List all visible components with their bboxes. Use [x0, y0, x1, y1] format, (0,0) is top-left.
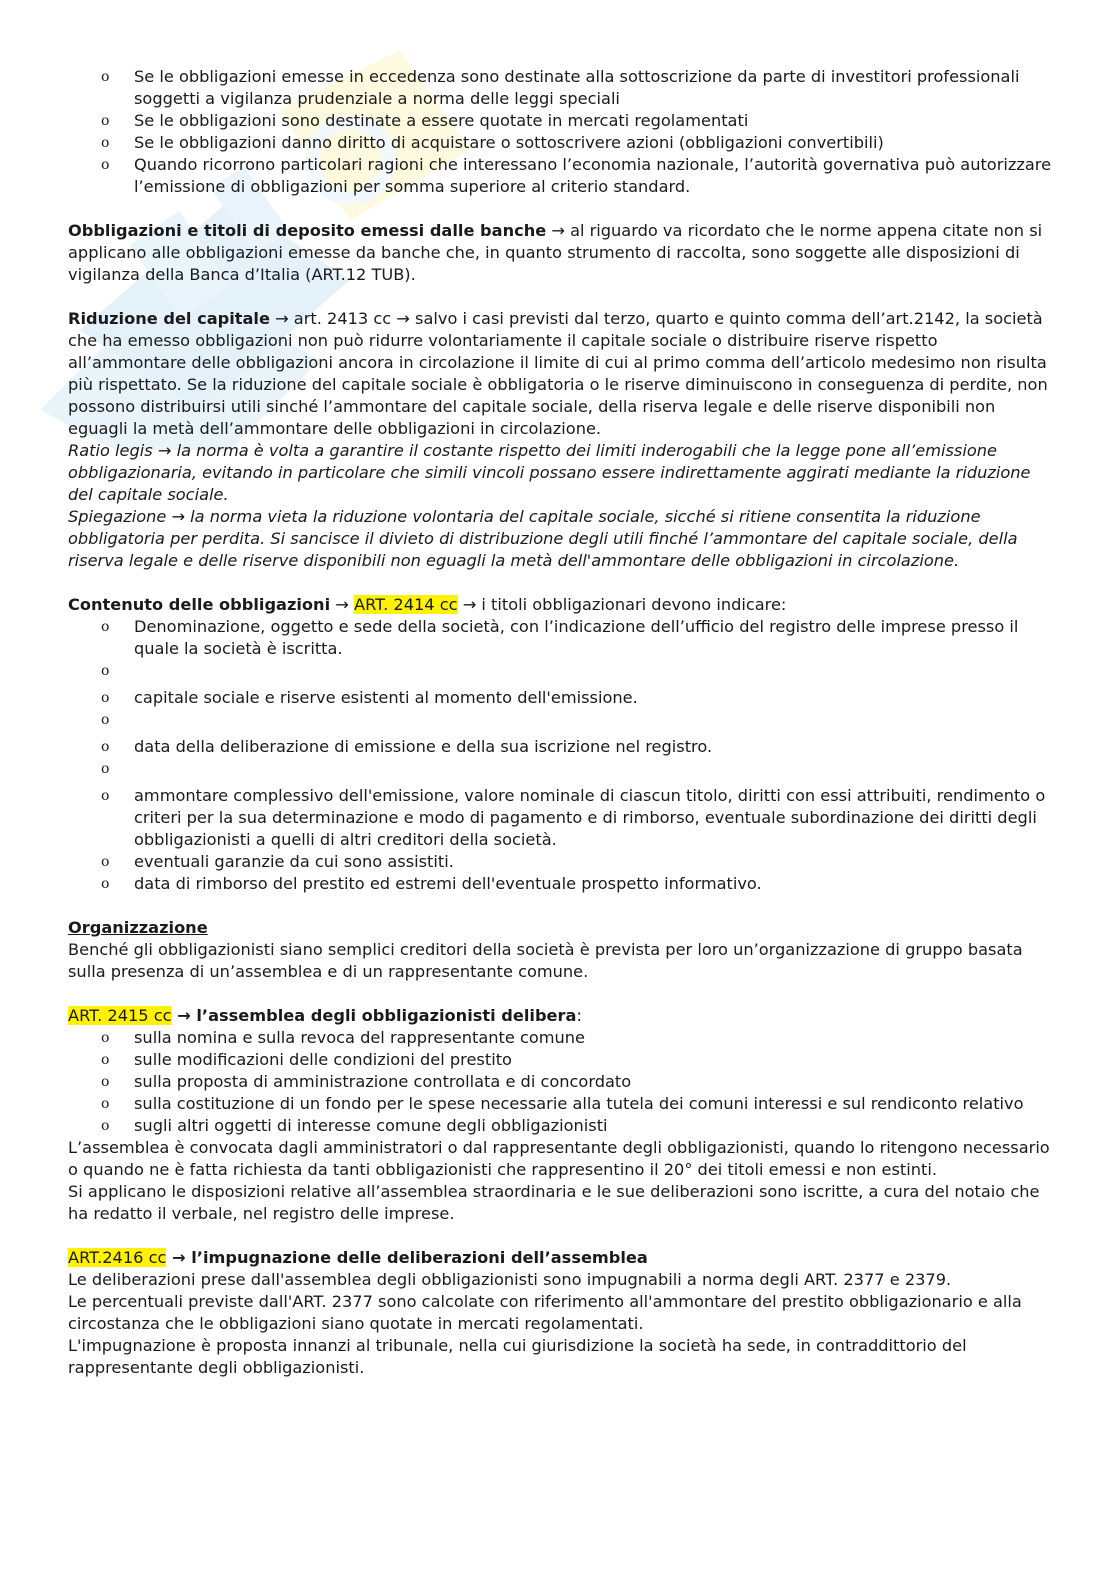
- list-item: o Quando ricorrono particolari ragioni che interessano l’economia nazionale, l’autorità governativa può autorizzare l’emissione di obbligazioni per somma superiore al criterio standard.: [68, 154, 1053, 198]
- list-item: o Se le obbligazioni sono destinate a essere quotate in mercati regolamentati: [68, 110, 1053, 132]
- list-item: o Se le obbligazioni emesse in eccedenza sono destinate alla sottoscrizione da parte di investitori professionali soggetti a vigilanza prudenziale a norma delle leggi speciali: [68, 66, 1053, 110]
- article-ref: ART. 2415 cc: [68, 1006, 172, 1025]
- list-item: o capitale sociale e riserve esistenti al momento dell'emissione.: [68, 687, 1053, 709]
- assemblea-list: [68, 1027, 1053, 1137]
- ratio-legis: Ratio legis → la norma è volta a garantire il costante rispetto dei limiti inderogabili che la legge pone all’emissione obbligazionaria, evitando in particolare che simili vincoli possano essere indirettamente aggirati mediante la riduzione del capitale sociale.: [68, 441, 1031, 504]
- list-item: o data di rimborso del prestito ed estremi dell'eventuale prospetto informativo.: [68, 873, 1053, 895]
- banche-paragraph: [68, 220, 1053, 286]
- impugnazione-text-2: Le percentuali previste dall'ART. 2377 sono calcolate con riferimento all'ammontare del prestito obbligazionario e alla circostanza che le obbligazioni siano quotate in mercati regolamentati.: [68, 1292, 1022, 1333]
- banche-title: Obbligazioni e titoli di deposito emessi dalle banche: [68, 221, 547, 240]
- art2415-title: → l’assemblea degli obbligazionisti delibera: [171, 1006, 577, 1025]
- disposizioni-text: Si applicano le disposizioni relative all’assemblea straordinaria e le sue deliberazioni sono iscritte, a cura del notaio che ha redatto il verbale, nel registro delle imprese.: [68, 1182, 1040, 1223]
- list-item: o ammontare complessivo dell'emissione, valore nominale di ciascun titolo, diritti con essi attribuiti, rendimento o criteri per la sua determinazione e modo di pagamento e di rimborso, eventuale subordinazione dei diritti degli obbligazionisti a quelli di altri creditori della società.: [68, 785, 1053, 851]
- article-ref: ART. 2414 cc: [354, 595, 458, 614]
- art2416-heading: [68, 1247, 1053, 1269]
- impugnazione-text-3: L'impugnazione è proposta innanzi al tribunale, nella cui giurisdizione la società ha sede, in contraddittorio del rappresentante degli obbligazionisti.: [68, 1336, 967, 1377]
- contenuto-heading: Contenuto delle obbligazioni → ART. 2414 cc → i titoli obbligazionari devono indicare:: [68, 595, 787, 614]
- contenuto-list: [68, 616, 1053, 895]
- list-item: o sulla nomina e sulla revoca del rappresentante comune: [68, 1027, 1053, 1049]
- art2415-heading: ART. 2415 cc → l’assemblea degli obbligazionisti delibera:: [68, 1006, 582, 1025]
- article-ref: ART.2416 cc: [68, 1248, 167, 1267]
- organizzazione-title: Organizzazione: [68, 918, 208, 937]
- contenuto-title: Contenuto delle obbligazioni: [68, 595, 331, 614]
- list-item: o data della deliberazione di emissione e della sua iscrizione nel registro.: [68, 736, 1053, 758]
- list-item: o sulla proposta di amministrazione controllata e di concordato: [68, 1071, 1053, 1093]
- list-item: o sulla costituzione di un fondo per le spese necessarie alla tutela dei comuni interessi e sul rendiconto relativo: [68, 1093, 1053, 1115]
- list-item: o sulle modificazioni delle condizioni del prestito: [68, 1049, 1053, 1071]
- banche-text: al riguardo va ricordato che le norme appena citate non si applicano alle obbligazioni emesse da banche che, in quanto strumento di raccolta, sono soggette alle disposizioni di vigilanza della Banca d’Italia (ART.12 TUB).: [68, 221, 1043, 284]
- impugnazione-text-1: Le deliberazioni prese dall'assemblea degli obbligazionisti sono impugnabili a norma degli ART. 2377 e 2379.: [68, 1270, 952, 1289]
- list-item: o eventuali garanzie da cui sono assistiti.: [68, 851, 1053, 873]
- art2416-title: → l’impugnazione delle deliberazioni dell’assemblea: [166, 1248, 648, 1267]
- list-item: o sugli altri oggetti di interesse comune degli obbligazionisti: [68, 1115, 1053, 1137]
- convocazione-text: L’assemblea è convocata dagli amministratori o dal rappresentante degli obbligazionisti, quando lo ritengono necessario o quando ne è fatta richiesta da tanti obbligazionisti che rappresentino il 20° dei titoli emessi e non estinti.: [68, 1138, 1050, 1179]
- spiegazione: Spiegazione → la norma vieta la riduzione volontaria del capitale sociale, sicché si ritiene consentita la riduzione obbligatoria per perdita. Si sancisce il divieto di distribuzione degli utili finché l’ammontare del capitale sociale, della riserva legale e delle riserve disponibili non eguagli la metà dell'ammontare delle obbligazioni in circolazione.: [68, 507, 1018, 570]
- document-body: [68, 66, 1053, 1379]
- riduzione-text: → art. 2413 cc → salvo i casi previsti dal terzo, quarto e quinto comma dell’art.2142, la società che ha emesso obbligazioni non può ridurre volontariamente il capitale sociale o distribuire riserve rispetto all’ammontare delle obbligazioni ancora in circolazione il limite di cui al primo comma dell’articolo medesimo non risulta più rispettato. Se la riduzione del capitale sociale è obbligatoria o le riserve diminuiscono in conseguenza di perdite, non possono distribuirsi utili sinché l’ammontare del capitale sociale, della riserva legale e delle riserve disponibili non eguagli la metà dell’ammontare delle obbligazioni in circolazione.: [68, 309, 1048, 438]
- organizzazione-text: Benché gli obbligazionisti siano semplici creditori della società è prevista per loro un’organizzazione di gruppo basata sulla presenza di un’assemblea e di un rappresentante comune.: [68, 940, 1023, 981]
- list-item: o Se le obbligazioni danno diritto di acquistare o sottoscrivere azioni (obbligazioni convertibili): [68, 132, 1053, 154]
- arrow: →: [546, 221, 571, 240]
- conditions-list: [68, 66, 1053, 198]
- list-item: o Denominazione, oggetto e sede della società, con l’indicazione dell’ufficio del registro delle imprese presso il quale la società è iscritta.: [68, 616, 1053, 660]
- riduzione-paragraph: [68, 308, 1053, 440]
- riduzione-title: Riduzione del capitale: [68, 309, 270, 328]
